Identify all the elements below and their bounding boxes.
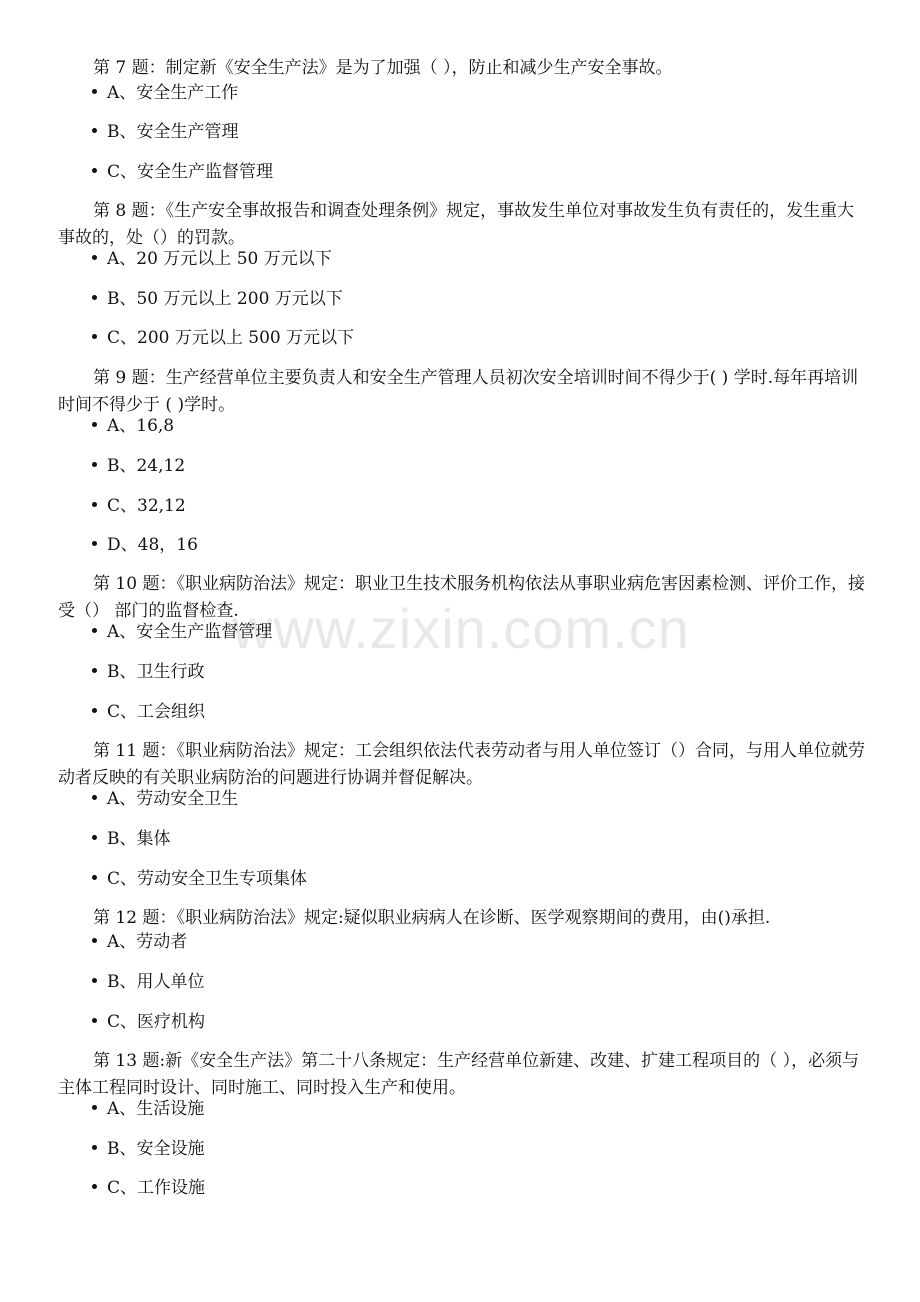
- bullet-icon: [92, 168, 97, 173]
- question-10-option-c: C、工会组织: [92, 700, 205, 724]
- bullet-icon: [92, 1184, 97, 1189]
- question-13-option-a: A、生活设施: [92, 1097, 204, 1121]
- question-8-text: 第 8 题：《生产安全事故报告和调查处理条例》规定，事故发生单位对事故发生负有责任的，发生重大事故的，处（）的罚款。: [58, 201, 855, 248]
- question-11-option-a: A、劳动安全卫生: [92, 787, 238, 811]
- bullet-icon: [92, 938, 97, 943]
- question-9-option-c: C、32,12: [92, 494, 186, 518]
- question-8-option-c: C、200 万元以上 500 万元以下: [92, 326, 354, 350]
- question-9-option-b: B、24,12: [92, 454, 185, 478]
- bullet-icon: [92, 128, 97, 133]
- bullet-icon: [92, 89, 97, 94]
- question-9-option-d: D、48，16: [92, 533, 198, 557]
- question-7-option-c: C、安全生产监督管理: [92, 160, 273, 184]
- bullet-icon: [92, 541, 97, 546]
- bullet-icon: [92, 795, 97, 800]
- question-7-option-b: B、安全生产管理: [92, 120, 239, 144]
- bullet-icon: [92, 502, 97, 507]
- question-12-option-c: C、医疗机构: [92, 1010, 205, 1034]
- question-13-option-b: B、安全设施: [92, 1137, 205, 1161]
- question-11-option-c: C、劳动安全卫生专项集体: [92, 867, 307, 891]
- question-11-text: 第 11 题：《职业病防治法》规定：工会组织依法代表劳动者与用人单位签订（）合同，与用人单位就劳动者反映的有关职业病防治的问题进行协调并督促解决。: [58, 741, 865, 788]
- bullet-icon: [92, 1018, 97, 1023]
- question-13-option-c: C、工作设施: [92, 1176, 205, 1200]
- question-10-option-b: B、卫生行政: [92, 660, 205, 684]
- bullet-icon: [92, 668, 97, 673]
- question-12-option-a: A、劳动者: [92, 930, 187, 954]
- bullet-icon: [92, 1105, 97, 1110]
- bullet-icon: [92, 978, 97, 983]
- bullet-icon: [92, 628, 97, 633]
- question-12-text: 第 12 题：《职业病防治法》规定:疑似职业病病人在诊断、医学观察期间的费用，由()承担.: [93, 908, 771, 928]
- question-7-text: 第 7 题：制定新《安全生产法》是为了加强（ ），防止和减少生产安全事故。: [93, 58, 673, 78]
- question-10-text: 第 10 题：《职业病防治法》规定：职业卫生技术服务机构依法从事职业病危害因素检测、评价工作，接受（） 部门的监督检查.: [58, 574, 865, 621]
- bullet-icon: [92, 462, 97, 467]
- question-11-option-b: B、集体: [92, 827, 171, 851]
- question-13-text: 第 13 题:新《安全生产法》第二十八条规定：生产经营单位新建、改建、扩建工程项目的（ ），必须与主体工程同时设计、同时施工、同时投入生产和使用。: [58, 1051, 860, 1098]
- question-8-option-b: B、50 万元以上 200 万元以下: [92, 287, 343, 311]
- question-10-option-a: A、安全生产监督管理: [92, 620, 272, 644]
- bullet-icon: [92, 835, 97, 840]
- question-7-option-a: A、安全生产工作: [92, 81, 238, 105]
- bullet-icon: [92, 422, 97, 427]
- watermark: www.zixin.com.cn: [232, 597, 690, 660]
- bullet-icon: [92, 708, 97, 713]
- bullet-icon: [92, 334, 97, 339]
- bullet-icon: [92, 1145, 97, 1150]
- bullet-icon: [92, 255, 97, 260]
- bullet-icon: [92, 295, 97, 300]
- question-9-option-a: A、16,8: [92, 414, 174, 438]
- question-8-option-a: A、20 万元以上 50 万元以下: [92, 247, 332, 271]
- question-12-option-b: B、用人单位: [92, 970, 205, 994]
- question-9-text: 第 9 题：生产经营单位主要负责人和安全生产管理人员初次安全培训时间不得少于( ) 学时.每年再培训时间不得少于 ( )学时。: [58, 368, 859, 415]
- bullet-icon: [92, 875, 97, 880]
